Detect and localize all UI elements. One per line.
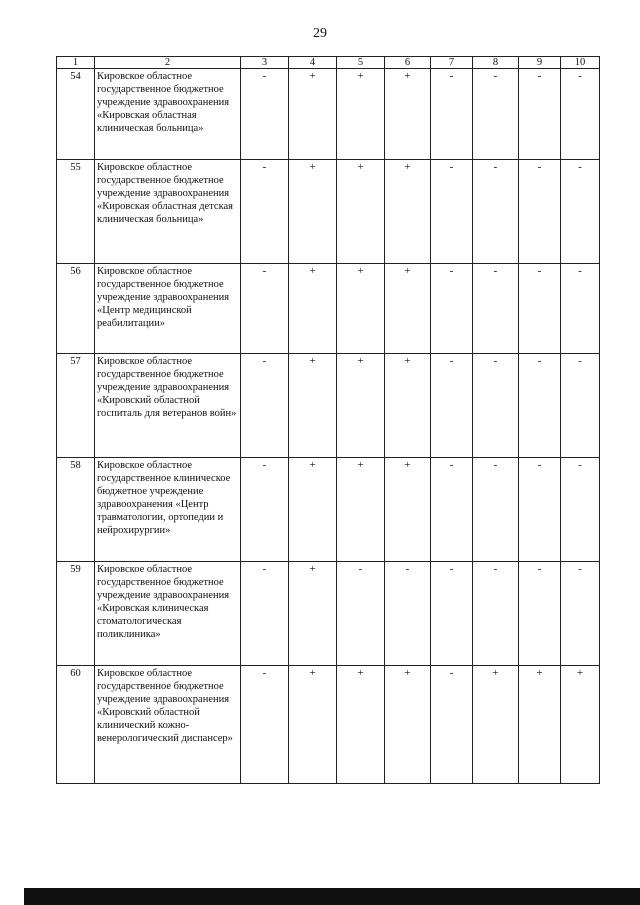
mark-cell: + [337, 666, 385, 784]
table-row [57, 354, 600, 458]
table-row [57, 160, 600, 264]
mark-cell: - [519, 160, 561, 264]
mark-cell: - [337, 562, 385, 666]
header-cell: 6 [385, 57, 431, 69]
header-cell: 7 [431, 57, 473, 69]
mark-cell: + [473, 666, 519, 784]
mark-cell: - [561, 160, 600, 264]
row-number: 55 [57, 160, 95, 264]
institutions-table [56, 56, 600, 784]
mark-cell: - [519, 69, 561, 160]
mark-cell: - [241, 562, 289, 666]
mark-cell: - [241, 354, 289, 458]
mark-cell: - [561, 458, 600, 562]
institution-name: Кировское областное государственное бюджетное учреждение здравоохранения «Центр медицинской реабилитации» [95, 264, 241, 354]
institution-name: Кировское областное государственное бюджетное учреждение здравоохранения «Кировский областной госпиталь для ветеранов войн» [95, 354, 241, 458]
table-row [57, 562, 600, 666]
header-cell: 5 [337, 57, 385, 69]
row-number: 56 [57, 264, 95, 354]
institution-name: Кировское областное государственное бюджетное учреждение здравоохранения «Кировская областная детская клиническая больница» [95, 160, 241, 264]
row-number: 54 [57, 69, 95, 160]
header-cell: 8 [473, 57, 519, 69]
mark-cell: + [385, 354, 431, 458]
header-cell: 10 [561, 57, 600, 69]
mark-cell: - [561, 354, 600, 458]
mark-cell: + [289, 264, 337, 354]
mark-cell: - [241, 69, 289, 160]
table-row [57, 666, 600, 784]
table-row [57, 458, 600, 562]
header-cell: 9 [519, 57, 561, 69]
table-row [57, 69, 600, 160]
mark-cell: + [385, 264, 431, 354]
mark-cell: - [561, 69, 600, 160]
mark-cell: - [431, 264, 473, 354]
row-number: 60 [57, 666, 95, 784]
mark-cell: + [289, 458, 337, 562]
mark-cell: - [241, 666, 289, 784]
mark-cell: + [337, 458, 385, 562]
scan-edge-bar [24, 888, 640, 905]
mark-cell: + [561, 666, 600, 784]
header-cell: 4 [289, 57, 337, 69]
mark-cell: + [337, 354, 385, 458]
mark-cell: - [241, 264, 289, 354]
mark-cell: + [289, 666, 337, 784]
mark-cell: - [473, 69, 519, 160]
mark-cell: + [385, 666, 431, 784]
mark-cell: - [241, 160, 289, 264]
header-cell: 1 [57, 57, 95, 69]
header-cell: 2 [95, 57, 241, 69]
header-cell: 3 [241, 57, 289, 69]
mark-cell: + [289, 160, 337, 264]
institution-name: Кировское областное государственное бюджетное учреждение здравоохранения «Кировская клиническая стоматологическая поликлиника» [95, 562, 241, 666]
mark-cell: - [519, 458, 561, 562]
mark-cell: + [385, 160, 431, 264]
mark-cell: + [385, 458, 431, 562]
table-row [57, 264, 600, 354]
mark-cell: - [431, 160, 473, 264]
row-number: 58 [57, 458, 95, 562]
mark-cell: - [431, 69, 473, 160]
mark-cell: + [519, 666, 561, 784]
mark-cell: - [519, 354, 561, 458]
mark-cell: - [561, 562, 600, 666]
mark-cell: - [561, 264, 600, 354]
page-number: 29 [313, 26, 327, 41]
mark-cell: - [241, 458, 289, 562]
mark-cell: - [473, 354, 519, 458]
institution-name: Кировское областное государственное клиническое бюджетное учреждение здравоохранения «Центр травматологии, ортопедии и нейрохирургии» [95, 458, 241, 562]
mark-cell: - [473, 562, 519, 666]
mark-cell: - [519, 264, 561, 354]
mark-cell: + [289, 69, 337, 160]
mark-cell: + [337, 160, 385, 264]
mark-cell: - [473, 264, 519, 354]
mark-cell: - [431, 354, 473, 458]
mark-cell: + [289, 354, 337, 458]
mark-cell: - [519, 562, 561, 666]
mark-cell: + [337, 69, 385, 160]
mark-cell: + [385, 69, 431, 160]
institution-name: Кировское областное государственное бюджетное учреждение здравоохранения «Кировский областной клинический кожно-венерологический диспансер» [95, 666, 241, 784]
mark-cell: - [385, 562, 431, 666]
mark-cell: - [431, 562, 473, 666]
mark-cell: + [289, 562, 337, 666]
header-row [57, 57, 600, 69]
mark-cell: - [473, 458, 519, 562]
row-number: 59 [57, 562, 95, 666]
mark-cell: + [337, 264, 385, 354]
mark-cell: - [431, 666, 473, 784]
mark-cell: - [473, 160, 519, 264]
institution-name: Кировское областное государственное бюджетное учреждение здравоохранения «Кировская областная клиническая больница» [95, 69, 241, 160]
mark-cell: - [431, 458, 473, 562]
row-number: 57 [57, 354, 95, 458]
